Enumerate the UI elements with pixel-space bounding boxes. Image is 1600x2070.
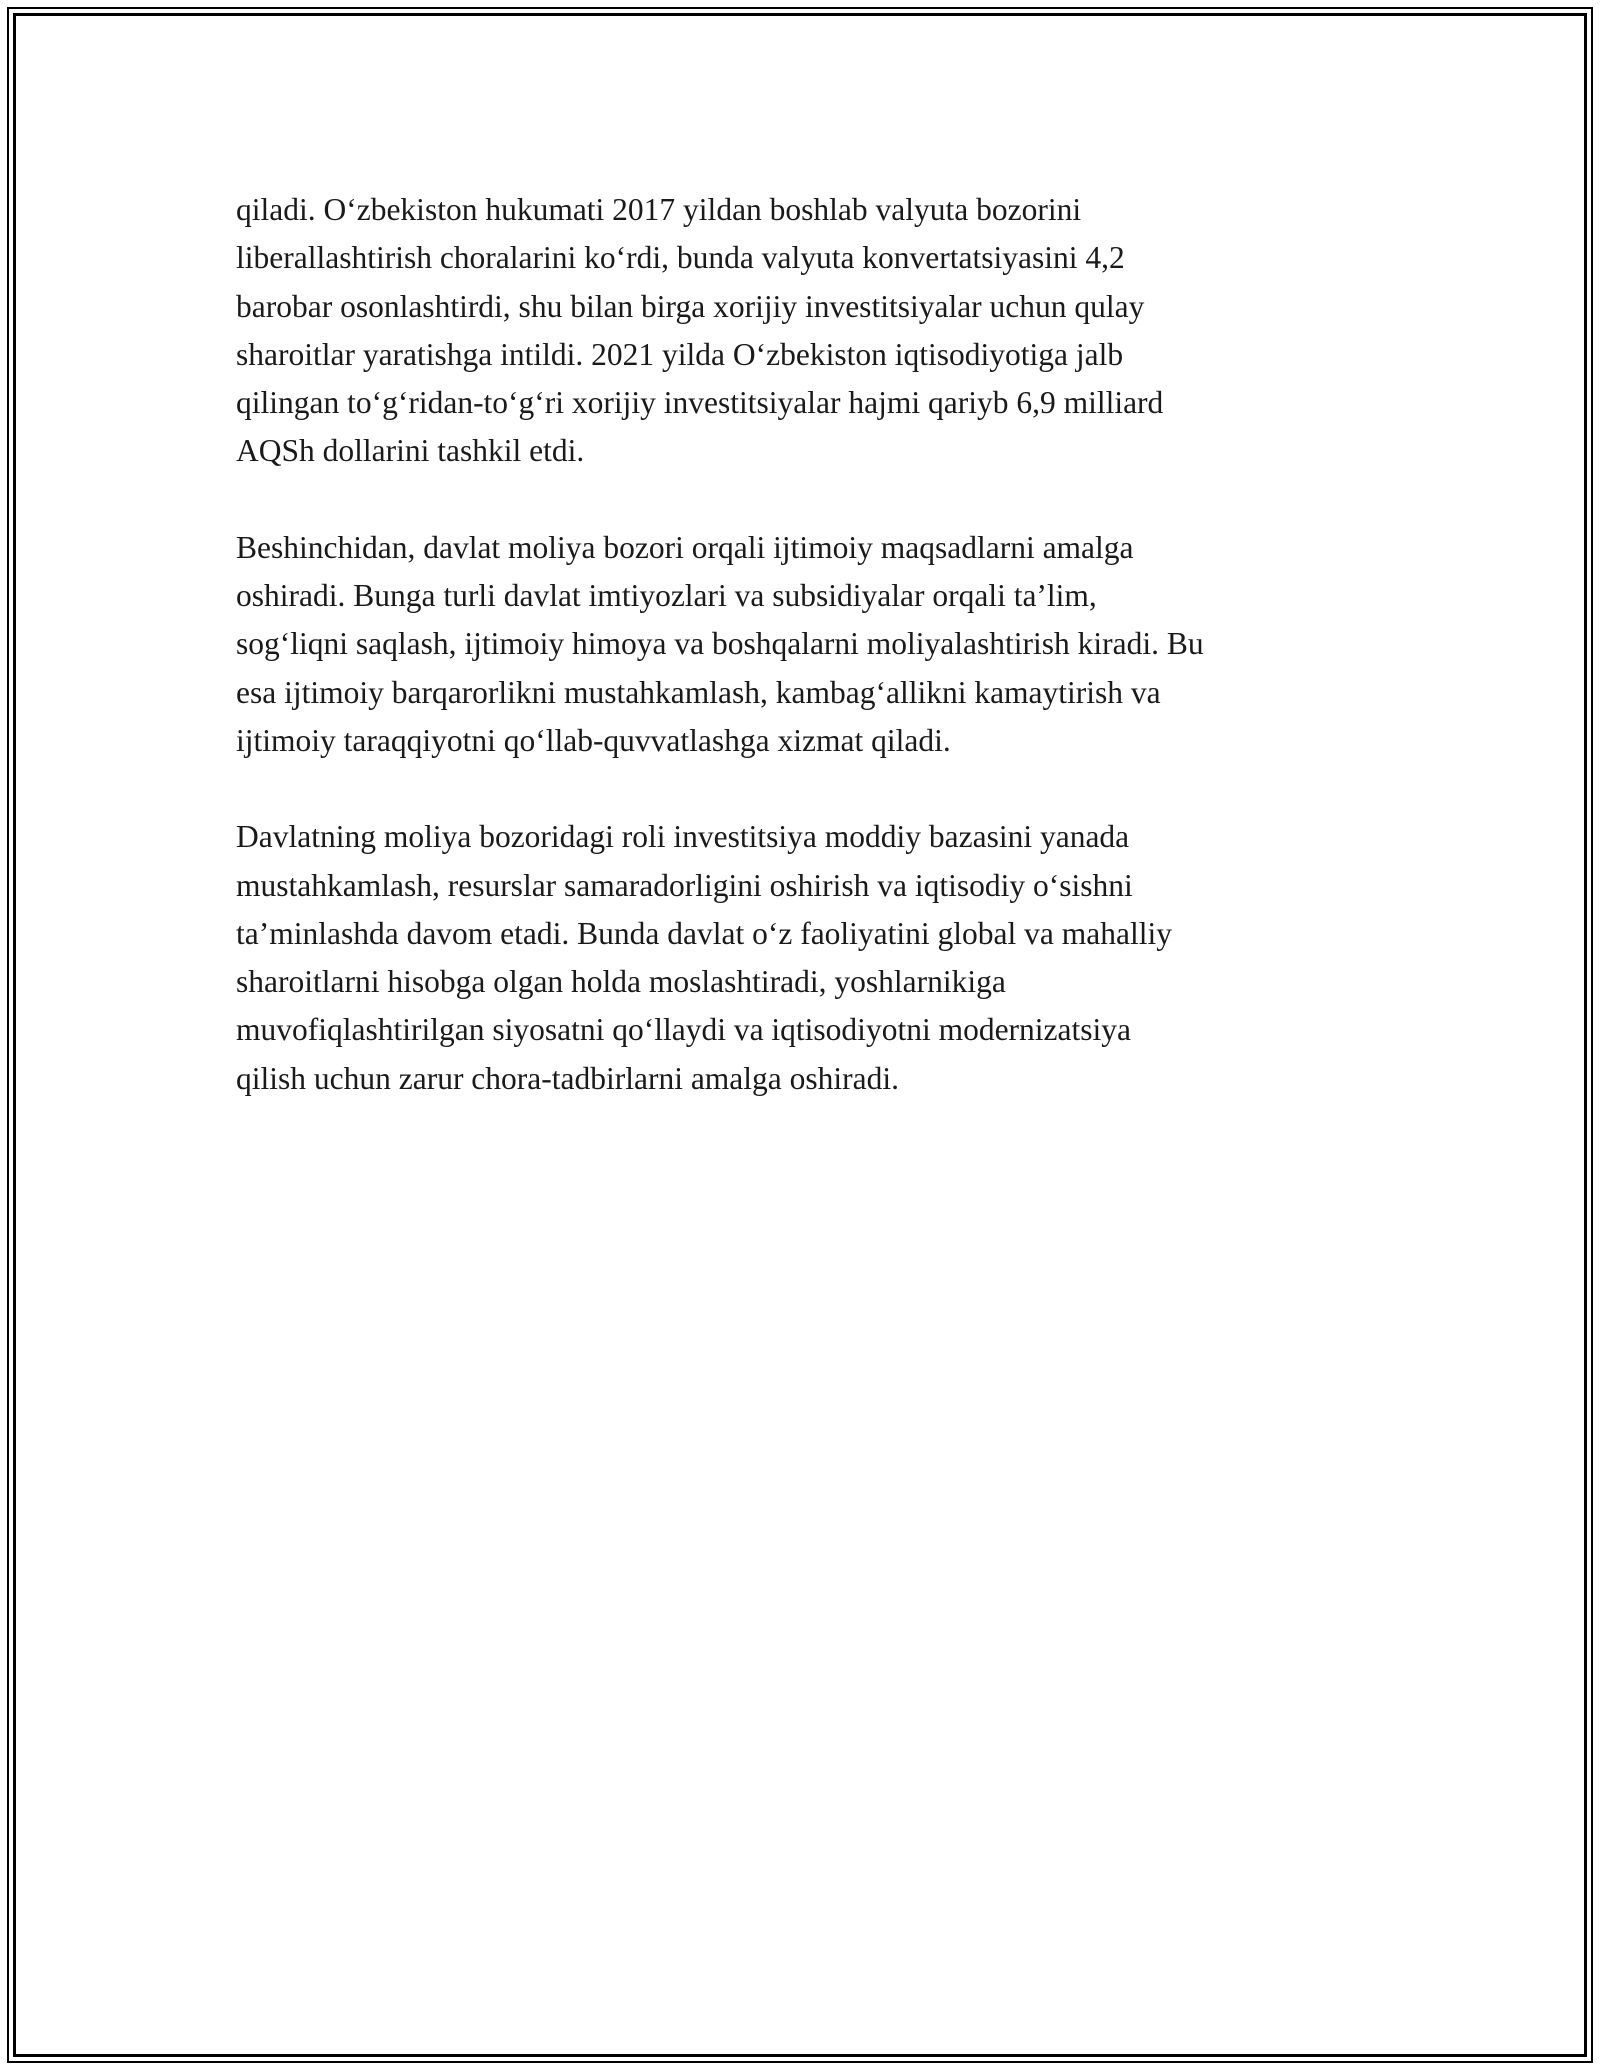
text-line: liberallashtirish choralarini ko‘rdi, bunda valyuta konvertatsiyasini 4,2 [236, 240, 1125, 276]
paragraph-2 [236, 524, 1386, 765]
document-body [236, 186, 1386, 1151]
text-line: muvofiqlashtirilgan siyosatni qo‘llaydi va iqtisodiyotni modernizatsiya [236, 1012, 1131, 1048]
text-line: Davlatning moliya bozoridagi roli investitsiya moddiy bazasini yanada [236, 819, 1130, 855]
text-line: esa ijtimoiy barqarorlikni mustahkamlash, kambag‘allikni kamaytirish va [236, 674, 1161, 710]
text-line: AQSh dollarini tashkil etdi. [236, 433, 585, 469]
paragraph-3 [236, 813, 1386, 1103]
paragraph-1 [236, 186, 1386, 476]
text-line: qiladi. O‘zbekiston hukumati 2017 yildan boshlab valyuta bozorini [236, 192, 1082, 227]
text-line: ijtimoiy taraqqiyotni qo‘llab-quvvatlashga xizmat qiladi. [236, 722, 951, 758]
text-line: qilingan to‘g‘ridan-to‘g‘ri xorijiy investitsiyalar hajmi qariyb 6,9 milliard [236, 385, 1164, 421]
text-line: barobar osonlashtirdi, shu bilan birga xorijiy investitsiyalar uchun qulay [236, 288, 1145, 324]
text-line: oshiradi. Bunga turli davlat imtiyozlari va subsidiyalar orqali ta’lim, [236, 578, 1097, 614]
text-line: sharoitlarni hisobga olgan holda moslashtiradi, yoshlarnikiga [236, 964, 1006, 1000]
text-line: ta’minlashda davom etadi. Bunda davlat o‘z faoliyatini global va mahalliy [236, 915, 1172, 951]
text-line: sharoitlar yaratishga intildi. 2021 yilda O‘zbekiston iqtisodiyotiga jalb [236, 336, 1124, 372]
text-line: sog‘liqni saqlash, ijtimoiy himoya va boshqalarni moliyalashtirish kiradi. Bu [236, 626, 1204, 662]
text-line: Beshinchidan, davlat moliya bozori orqali ijtimoiy maqsadlarni amalga [236, 529, 1134, 565]
text-line: mustahkamlash, resurslar samaradorligini oshirish va iqtisodiy o‘sishni [236, 867, 1133, 903]
text-line: qilish uchun zarur chora-tadbirlarni amalga oshiradi. [236, 1060, 900, 1096]
